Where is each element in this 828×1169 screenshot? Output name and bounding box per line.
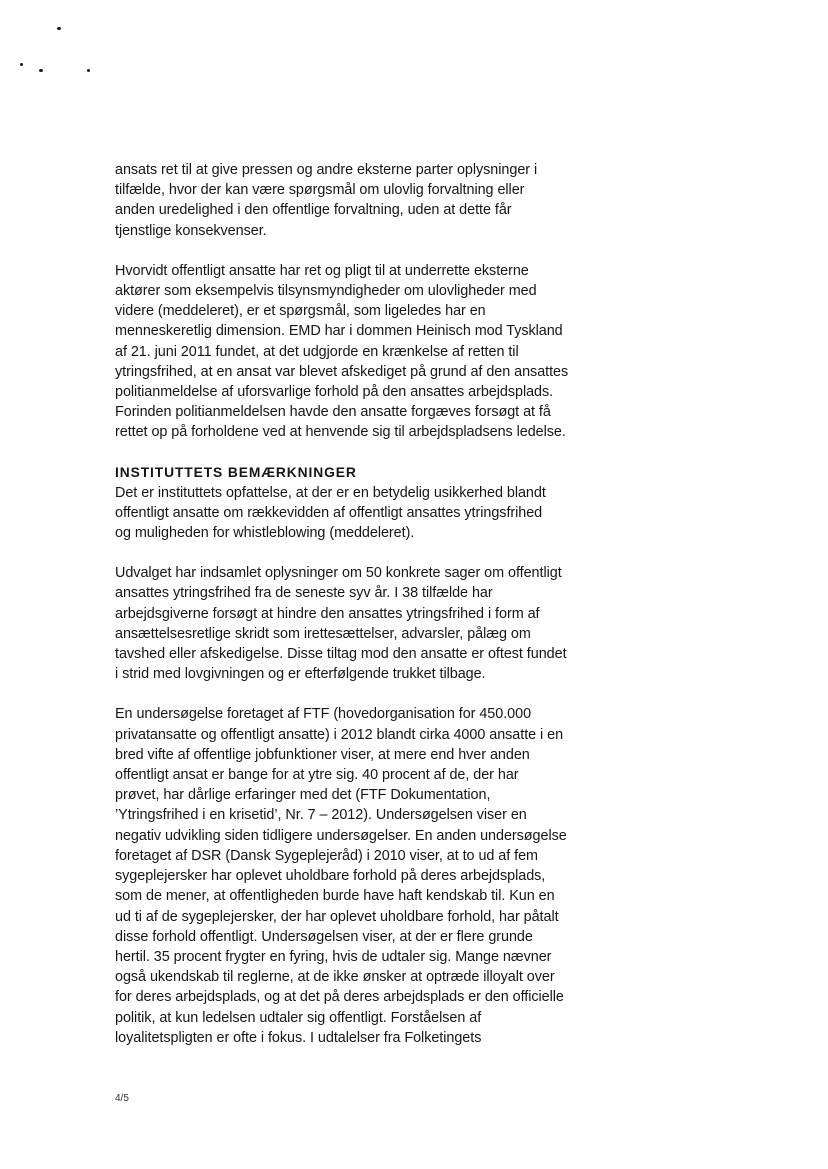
text-line: menneskeretlig dimension. EMD har i dommen Heinisch mod Tyskland	[115, 323, 563, 340]
paragraph-spacer	[115, 443, 585, 463]
text-line: af 21. juni 2011 fundet, at det udgjorde en krænkelse af retten til	[115, 343, 519, 360]
text-line: ansattes ytringsfrihed fra de seneste syv år. I 38 tilfælde har	[115, 585, 493, 602]
text-line: aktører som eksempelvis tilsynsmyndigheder om ulovligheder med	[115, 283, 537, 300]
text-line: Forinden politianmeldelsen havde den ansatte forgæves forsøgt at få	[115, 404, 551, 421]
text-line: Det er instituttets opfattelse, at der er en betydelig usikkerhed blandt	[115, 484, 546, 501]
text-line: ytringsfrihed, at en ansat var blevet afskediget på grund af den ansattes	[115, 363, 569, 380]
text-line: loyalitetspligten er ofte i fokus. I udtalelser fra Folketingets	[115, 1029, 482, 1046]
text-line: arbejdsgiverne forsøgt at hindre den ansattes ytringsfrihed i form af	[115, 605, 540, 622]
text-line: disse forhold offentligt. Undersøgelsen viser, at der er flere grunde	[115, 928, 533, 945]
page-number: 4/5	[115, 1093, 129, 1104]
text-line: tjenstlige konsekvenser.	[115, 222, 267, 239]
paragraph-3	[115, 483, 585, 544]
paragraph-spacer	[115, 241, 585, 261]
text-line: anden uredelighed i den offentlige forvaltning, uden at dette får	[115, 202, 512, 219]
text-line: Hvorvidt offentligt ansatte har ret og pligt til at underrette eksterne	[115, 262, 529, 279]
text-line: privatansatte og offentligt ansatte) i 2012 blandt cirka 4000 ansatte i en	[115, 726, 564, 743]
text-line: prøvet, har dårlige erfaringer med det (FTF Dokumentation,	[115, 787, 491, 804]
text-line: offentligt ansatte om rækkevidden af offentligt ansattes ytringsfrihed	[115, 504, 543, 521]
scan-speck	[87, 69, 90, 72]
section-heading: INSTITUTTETS BEMÆRKNINGER	[115, 464, 357, 480]
text-line: hertil. 35 procent frygter en fyring, hvis de udtaler sig. Mange nævner	[115, 948, 552, 965]
text-line: sygeplejersker har oplevet uholdbare forhold på deres arbejdsplads,	[115, 868, 546, 885]
scan-speck	[57, 27, 61, 30]
scan-speck	[20, 63, 23, 66]
text-line: bred vifte af offentlige jobfunktioner viser, at mere end hver anden	[115, 746, 530, 763]
text-line: offentligt ansat er bange for at ytre sig. 40 procent af de, der har	[115, 767, 519, 784]
text-line: En undersøgelse foretaget af FTF (hovedorganisation for 450.000	[115, 706, 532, 723]
text-line: videre (meddeleret), er et spørgsmål, som ligeledes har en	[115, 303, 486, 320]
paragraph-1	[115, 160, 585, 241]
paragraph-4	[115, 563, 585, 684]
text-line: foretaget af DSR (Dansk Sygeplejeråd) i 2010 viser, at to ud af fem	[115, 847, 538, 864]
text-line: som de mener, at offentligheden burde have haft kendskab til. Kun en	[115, 888, 555, 905]
text-line: negativ udvikling siden tidligere undersøgelser. En anden undersøgelse	[115, 827, 567, 844]
paragraph-spacer	[115, 684, 585, 704]
text-line: politik, at kun ledelsen udtaler sig offentligt. Forståelsen af	[115, 1009, 482, 1026]
text-line: tavshed eller afskedigelse. Disse tiltag mod den ansatte er oftest fundet	[115, 646, 567, 663]
text-line: Udvalget har indsamlet oplysninger om 50 konkrete sager om offentligt	[115, 565, 562, 582]
text-line: rettet op på forholdene ved at henvende sig til arbejdspladsens ledelse.	[115, 424, 566, 441]
text-line: ansættelsesretlige skridt som irettesættelser, advarsler, pålæg om	[115, 625, 531, 642]
text-line: ansats ret til at give pressen og andre eksterne parter oplysninger i	[115, 162, 538, 178]
text-line: tilfælde, hvor der kan være spørgsmål om ulovlig forvaltning eller	[115, 182, 525, 199]
text-line: for deres arbejdsplads, og at det på deres arbejdsplads er den officielle	[115, 989, 564, 1006]
paragraph-spacer	[115, 543, 585, 563]
paragraph-2	[115, 261, 585, 443]
text-line: ud ti af de sygeplejersker, der har oplevet uholdbare forhold, har påtalt	[115, 908, 559, 925]
text-line: i strid med lovgivningen og er efterfølgende trukket tilbage.	[115, 666, 486, 683]
paragraph-5	[115, 704, 585, 1047]
scan-speck	[39, 69, 43, 72]
text-line: også ukendskab til reglerne, at de ikke ønsker at optræde illoyalt over	[115, 969, 555, 986]
text-line: ’Ytringsfrihed i en krisetid’, Nr. 7 – 2012). Undersøgelsen viser en	[115, 807, 527, 824]
document-body	[115, 160, 585, 1048]
text-line: politianmeldelse af uforsvarlige forhold på den ansattes arbejdsplads.	[115, 384, 554, 401]
text-line: og muligheden for whistleblowing (meddeleret).	[115, 525, 415, 542]
